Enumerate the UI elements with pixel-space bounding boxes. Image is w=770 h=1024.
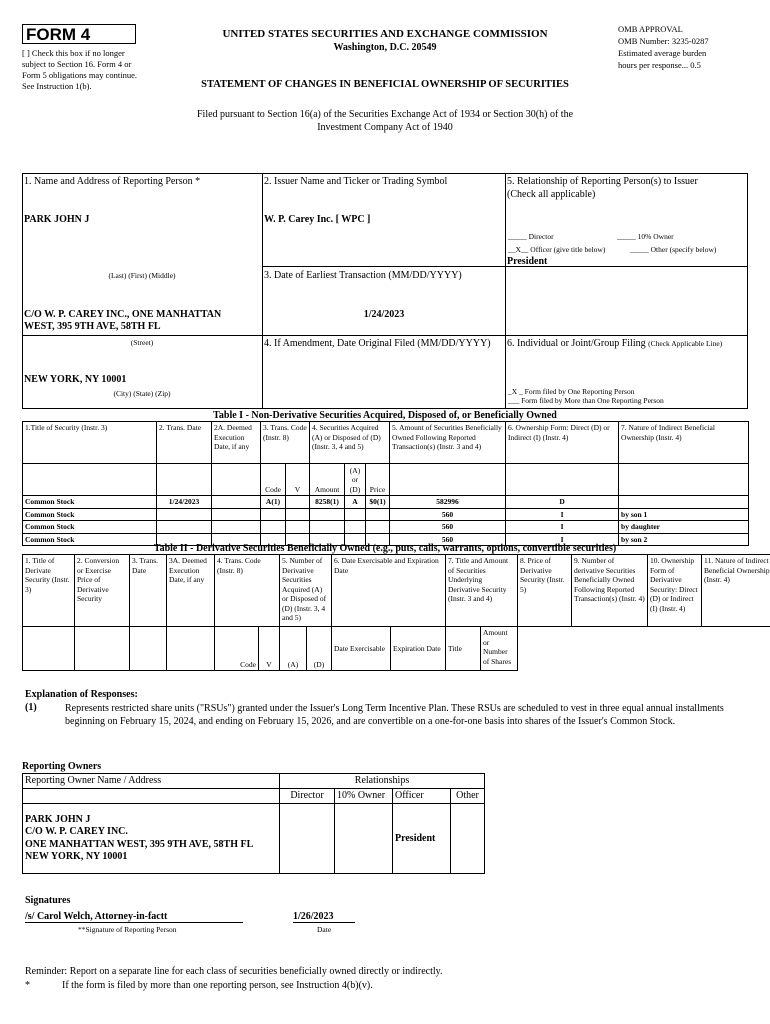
rel-officer: __X__ Officer (give title below) bbox=[508, 245, 606, 254]
officer-title: President bbox=[507, 256, 548, 267]
t2-col-title: 1. Title of Derivate Security (Instr. 3) bbox=[23, 555, 75, 627]
t1-row-form: I bbox=[506, 508, 619, 521]
rel-other: _____ Other (specify below) bbox=[630, 245, 717, 254]
t1-row-date: 1/24/2023 bbox=[157, 496, 212, 509]
owners-table bbox=[22, 773, 485, 874]
t1-col-title: 1.Title of Security (Instr. 3) bbox=[23, 422, 157, 464]
t2-col-underlying: 7. Title and Amount of Securities Underlying Derivative Security (Instr. 3 and 4) bbox=[446, 555, 518, 627]
filing-one: _X _ Form filed by One Reporting Person bbox=[508, 387, 635, 396]
t1-row-owned: 582996 bbox=[390, 496, 506, 509]
rel-director: _____ Director bbox=[508, 232, 554, 241]
omb-hours: hours per response... 0.5 bbox=[618, 60, 701, 70]
t1-row-ad: A bbox=[345, 496, 366, 509]
city-caption: (City) (State) (Zip) bbox=[113, 389, 171, 398]
t2-sub-a: (A) bbox=[280, 627, 307, 671]
table2 bbox=[22, 554, 770, 671]
t2-col-price: 8. Price of Derivative Security (Instr. 5) bbox=[518, 555, 572, 627]
agency-name: UNITED STATES SECURITIES AND EXCHANGE COMMISSION bbox=[222, 28, 548, 40]
table2-title: Table II - Derivative Securities Beneficially Owned (e.g., puts, calls, warrants, options, convertible securities) bbox=[153, 543, 617, 554]
reporting-city: NEW YORK, NY 10001 bbox=[24, 374, 127, 385]
t1-row-nature: by daughter bbox=[619, 521, 749, 534]
t2-col-exercisable: 6. Date Exercisable and Expiration Date bbox=[332, 555, 446, 627]
box5-label: 5. Relationship of Reporting Person(s) to Issuer bbox=[507, 176, 698, 187]
footnote-star: * bbox=[25, 980, 30, 991]
t1-row-title: Common Stock bbox=[23, 521, 157, 534]
t2-col-number: 5. Number of Derivative Securities Acquired (A) or Disposed of (D) (Instr. 3, 4 and 5) bbox=[280, 555, 332, 627]
signature-date: 1/26/2023 bbox=[293, 911, 355, 923]
earliest-date: 1/24/2023 bbox=[363, 309, 405, 320]
explanation-heading: Explanation of Responses: bbox=[25, 689, 138, 700]
box5-sub: (Check all applicable) bbox=[507, 189, 596, 200]
statement-title: STATEMENT OF CHANGES IN BENEFICIAL OWNERSHIP OF SECURITIES bbox=[201, 79, 569, 90]
t1-row-title: Common Stock bbox=[23, 496, 157, 509]
owners-col-officer: Officer bbox=[393, 789, 451, 804]
reminder: Reminder: Report on a separate line for each class of securities beneficially owned directly or indirectly. bbox=[25, 966, 443, 977]
signer-caption: **Signature of Reporting Person bbox=[78, 925, 177, 934]
agency-location: Washington, D.C. 20549 bbox=[333, 42, 437, 53]
t2-col-owned: 9. Number of derivative Securities Beneficially Owned Following Reported Transaction(s) (Instr. 4) bbox=[572, 555, 648, 627]
t1-col-securities: 4. Securities Acquired (A) or Disposed of (D) (Instr. 3, 4 and 5) bbox=[310, 422, 390, 464]
t2-col-nature: 11. Nature of Indirect Beneficial Ownership (Instr. 4) bbox=[702, 555, 770, 627]
owners-col-name: Reporting Owner Name / Address bbox=[23, 774, 280, 789]
filed-pursuant-2: Investment Company Act of 1940 bbox=[317, 122, 453, 133]
box6-label-text: 6. Individual or Joint/Group Filing bbox=[507, 338, 646, 349]
t1-row-amount: 8258(1) bbox=[310, 496, 345, 509]
table-row bbox=[23, 521, 749, 534]
t1-sub-amount: Amount bbox=[310, 464, 345, 496]
table1-title: Table I - Non-Derivative Securities Acquired, Disposed of, or Beneficially Owned bbox=[213, 410, 557, 421]
signatures-heading: Signatures bbox=[25, 895, 71, 906]
owners-col-other: Other bbox=[451, 789, 485, 804]
reporting-street: C/O W. P. CAREY INC., ONE MANHATTAN WEST, 395 9TH AVE, 58TH FL bbox=[24, 309, 222, 332]
t1-col-owned: 5. Amount of Securities Beneficially Owned Following Reported Transaction(s) (Instr. 3 and 4) bbox=[390, 422, 506, 464]
box2-label: 2. Issuer Name and Ticker or Trading Symbol bbox=[264, 176, 448, 187]
note-text: Represents restricted share units ("RSUs") granted under the Issuer's Long Term Incentive Plan. These RSUs are scheduled to vest in three equal annual installments beginning on February 15, 2024, and ending on February 15, 2026, and are convertible on a one-for-one basis into shares of the Issuer's Common Stock. bbox=[65, 703, 724, 727]
t1-sub-v: V bbox=[286, 464, 310, 496]
t2-col-date: 3. Trans. Date bbox=[130, 555, 167, 627]
issuer-name: W. P. Carey Inc. [ WPC ] bbox=[264, 214, 371, 225]
name-caption: (Last) (First) (Middle) bbox=[108, 271, 176, 280]
owners-col-owner: 10% Owner bbox=[335, 789, 393, 804]
t1-row-form: I bbox=[506, 521, 619, 534]
owners-row bbox=[23, 804, 485, 874]
filing-more: ___ Form filed by More than One Reporting Person bbox=[508, 396, 664, 405]
t1-row-owned: 560 bbox=[390, 533, 506, 546]
t1-row-code: A(1) bbox=[261, 496, 286, 509]
footnote-text: If the form is filed by more than one reporting person, see Instruction 4(b)(v). bbox=[62, 980, 373, 991]
t1-col-form: 6. Ownership Form: Direct (D) or Indirect (I) (Instr. 4) bbox=[506, 422, 619, 464]
owners-col-rel: Relationships bbox=[280, 774, 485, 789]
owner-line-3: ONE MANHATTAN WEST, 395 9TH AVE, 58TH FL bbox=[25, 838, 254, 850]
omb-number: OMB Number: 3235-0287 bbox=[618, 36, 709, 46]
t1-sub-code: Code bbox=[261, 464, 286, 496]
owner-line-2: C/O W. P. CAREY INC. bbox=[25, 826, 128, 837]
box6-label bbox=[507, 337, 747, 350]
t1-row-title: Common Stock bbox=[23, 533, 157, 546]
t1-row-price: $0(1) bbox=[366, 496, 390, 509]
t1-row-form: D bbox=[506, 496, 619, 509]
t1-row-nature: by son 2 bbox=[619, 533, 749, 546]
date-caption: Date bbox=[317, 925, 332, 934]
t1-sub-ad: (A) or (D) bbox=[345, 464, 366, 496]
table-row bbox=[23, 496, 749, 509]
table1 bbox=[22, 421, 749, 546]
table-row bbox=[23, 508, 749, 521]
note-number: (1) bbox=[25, 702, 37, 713]
t2-sub-title: Title bbox=[446, 627, 481, 671]
t1-row-nature: by son 1 bbox=[619, 508, 749, 521]
t2-sub-expiration: Expiration Date bbox=[391, 627, 446, 671]
t2-col-form: 10. Ownership Form of Derivative Security: Direct (D) or Indirect (I) (Instr. 4) bbox=[648, 555, 702, 627]
reporting-section bbox=[22, 173, 748, 409]
owners-heading: Reporting Owners bbox=[22, 761, 102, 772]
t1-col-date: 2. Trans. Date bbox=[157, 422, 212, 464]
rel-owner: _____ 10% Owner bbox=[617, 232, 674, 241]
t1-row-owned: 560 bbox=[390, 521, 506, 534]
t1-col-code: 3. Trans. Code (Instr. 8) bbox=[261, 422, 310, 464]
reporting-name: PARK JOHN J bbox=[24, 214, 90, 225]
box1-label: 1. Name and Address of Reporting Person * bbox=[24, 176, 201, 187]
t2-sub-d: (D) bbox=[307, 627, 332, 671]
box3-label: 3. Date of Earliest Transaction (MM/DD/YYYY) bbox=[264, 270, 462, 281]
owner-officer-value: President bbox=[393, 804, 451, 874]
t2-sub-exercisable: Date Exercisable bbox=[332, 627, 391, 671]
form-title: FORM 4 bbox=[22, 24, 136, 44]
t1-row-title: Common Stock bbox=[23, 508, 157, 521]
omb-burden: Estimated average burden bbox=[618, 48, 707, 58]
box6-sub: (Check Applicable Line) bbox=[648, 339, 723, 348]
t1-col-nature: 7. Nature of Indirect Beneficial Ownership (Instr. 4) bbox=[619, 422, 749, 464]
t2-sub-v: V bbox=[259, 627, 280, 671]
owner-line-4: NEW YORK, NY 10001 bbox=[25, 851, 128, 862]
owners-col-director: Director bbox=[280, 789, 335, 804]
t1-row-nature bbox=[619, 496, 749, 509]
filed-pursuant: Filed pursuant to Section 16(a) of the Securities Exchange Act of 1934 or Section 30(h) of the bbox=[196, 109, 574, 120]
t1-row-form: I bbox=[506, 533, 619, 546]
box4-label: 4. If Amendment, Date Original Filed (MM/DD/YYYY) bbox=[264, 338, 491, 349]
t1-col-deemed: 2A. Deemed Execution Date, if any bbox=[212, 422, 261, 464]
t2-col-code: 4. Trans. Code (Instr. 8) bbox=[215, 555, 280, 627]
t1-sub-price: Price bbox=[366, 464, 390, 496]
t2-sub-code: Code bbox=[215, 627, 259, 671]
t1-row-owned: 560 bbox=[390, 508, 506, 521]
omb-approval: OMB APPROVAL bbox=[618, 24, 683, 34]
checkbox-note: [ ] Check this box if no longer subject to Section 16. Form 4 or Form 5 obligations may continue. See Instruction 1(b). bbox=[22, 48, 137, 91]
owner-line-1: PARK JOHN J bbox=[25, 813, 91, 825]
t2-sub-amount: Amount or Number of Shares bbox=[481, 627, 518, 671]
t2-col-conversion: 2. Conversion or Exercise Price of Derivative Security bbox=[75, 555, 130, 627]
street-caption: (Street) bbox=[130, 338, 154, 347]
t2-col-deemed: 3A. Deemed Execution Date, if any bbox=[167, 555, 215, 627]
signer: /s/ Carol Welch, Attorney-in-factt bbox=[25, 911, 243, 923]
